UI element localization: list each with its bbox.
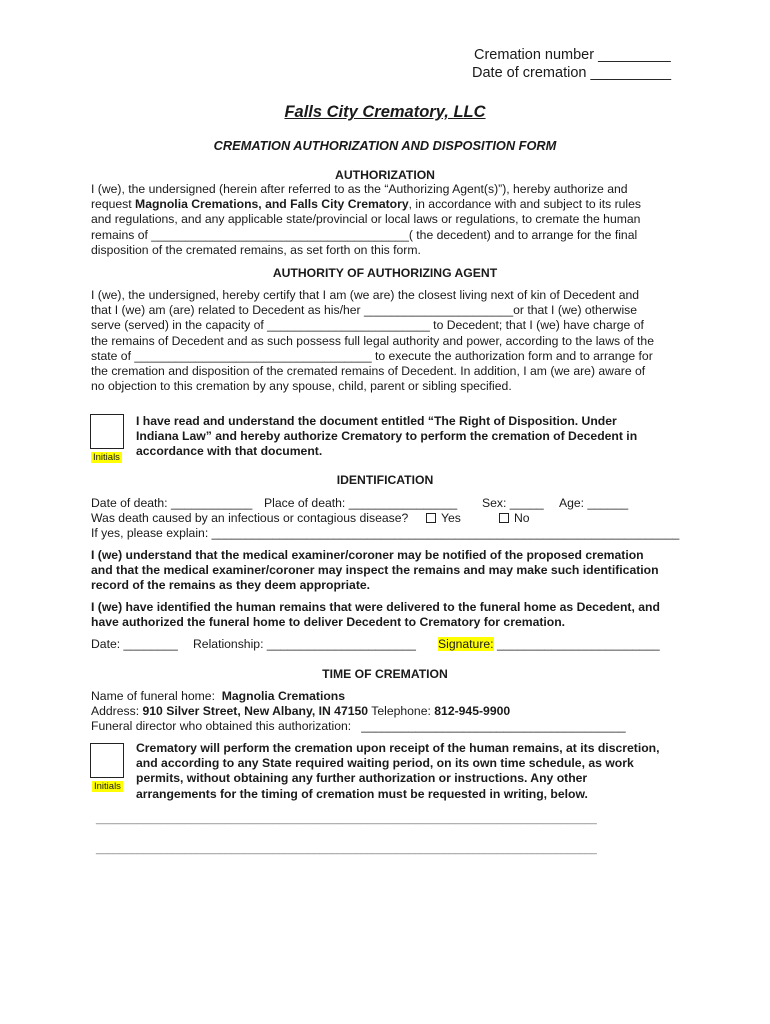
initials-box[interactable] — [90, 743, 124, 778]
date-field[interactable]: Date: ________ — [91, 637, 178, 651]
explain-field[interactable]: If yes, please explain: _____________________________________________________________________ — [91, 526, 680, 540]
authorization-heading: AUTHORIZATION — [335, 168, 435, 182]
authority-line: I (we), the undersigned, hereby certify that I am (we are) the closest living next of kin of Decedent and — [91, 288, 640, 302]
no-checkbox[interactable] — [499, 513, 509, 523]
identified-statement — [91, 600, 660, 630]
date-of-death-field[interactable]: Date of death: ____________ — [91, 496, 253, 510]
funeral-director-field[interactable]: Funeral director who obtained this authorization: _______________________________________ — [91, 719, 626, 733]
statement-line: accordance with that document. — [136, 444, 323, 459]
statement-line: and that the medical examiner/coroner may inspect the remains and may make such identification — [91, 563, 659, 578]
form-title: CREMATION AUTHORIZATION AND DISPOSITION FORM — [213, 138, 557, 153]
authority-line: the remains of Decedent and as such possess full legal authority and power, according to the laws of the — [91, 333, 654, 348]
company-title: Falls City Crematory, LLC — [284, 103, 486, 121]
statement-line: I (we) understand that the medical examiner/coroner may be notified of the proposed cremation — [91, 548, 644, 562]
decedent-name-line[interactable]: remains of ______________________________________( the decedent) and to arrange for the final — [91, 227, 638, 242]
funeral-home-line: Name of funeral home: Magnolia Cremations — [91, 689, 345, 703]
authorization-line: request Magnolia Cremations, and Falls City Crematory, in accordance with and subject to its rules — [91, 197, 642, 212]
authority-paragraph — [91, 288, 654, 394]
time-of-cremation-heading: TIME OF CREMATION — [322, 667, 448, 681]
relation-field-line[interactable]: that I (we) am (are) related to Decedent as his/her ______________________or that I (we) otherwise — [91, 303, 638, 318]
no-label: No — [514, 511, 530, 525]
initials-label: Initials — [93, 452, 120, 463]
authority-line: the cremation and disposition of the cremated remains of Decedent. In addition, I am (we are) aware of — [91, 364, 646, 379]
state-field-line[interactable]: state of ___________________________________ to execute the authorization form and to arrange for — [91, 348, 653, 363]
examiner-statement — [91, 548, 659, 594]
sex-field[interactable]: Sex: _____ — [482, 496, 544, 510]
statement-line: have authorized the funeral home to deliver Decedent to Crematory for cremation. — [91, 615, 566, 630]
writing-line[interactable]: _____________________________________________________________________________________ — [96, 843, 597, 855]
age-field[interactable]: Age: ______ — [559, 496, 629, 510]
statement-line: I have read and understand the document entitled “The Right of Disposition. Under — [136, 414, 617, 428]
place-of-death-field[interactable]: Place of death: ________________ — [264, 496, 458, 510]
statement-line: permits, without obtaining any further authorization or instructions. Any other — [136, 771, 588, 786]
yes-checkbox[interactable] — [426, 513, 436, 523]
statement-line: I (we) have identified the human remains that were delivered to the funeral home as Decedent, and — [91, 600, 660, 614]
statement-line: Crematory will perform the cremation upon receipt of the human remains, at its discretion, — [136, 741, 660, 755]
crematory-timing-statement — [136, 741, 660, 802]
infectious-question: Was death caused by an infectious or contagious disease? — [91, 511, 409, 525]
statement-line: record of the remains as they deem appropriate. — [91, 578, 371, 593]
initials-label: Initials — [94, 781, 121, 792]
date-of-cremation-field[interactable]: Date of cremation __________ — [472, 65, 672, 81]
capacity-field-line[interactable]: serve (served) in the capacity of ________________________ to Decedent; that I (we) have charge of — [91, 318, 644, 333]
statement-line: Indiana Law” and hereby authorize Crematory to perform the cremation of Decedent in — [136, 429, 638, 444]
signature-field[interactable]: Signature: ________________________ — [438, 637, 660, 651]
authorization-line: and regulations, and any applicable state/provincial or local laws or regulations, to cremate the human — [91, 212, 641, 227]
authorization-line: disposition of the cremated remains, as set forth on this form. — [91, 242, 421, 257]
statement-line: and according to any State required waiting period, on its own time schedule, as work — [136, 756, 634, 771]
yes-label: Yes — [441, 511, 461, 525]
address-line: Address: 910 Silver Street, New Albany, IN 47150 Telephone: 812-945-9900 — [91, 704, 511, 718]
authority-heading: AUTHORITY OF AUTHORIZING AGENT — [272, 266, 498, 280]
signature-label: Signature: — [438, 637, 494, 651]
authorization-paragraph — [91, 182, 641, 258]
identification-heading: IDENTIFICATION — [336, 473, 434, 487]
statement-line: arrangements for the timing of cremation must be requested in writing, below. — [136, 786, 588, 801]
initials-box[interactable] — [90, 414, 124, 449]
writing-line[interactable]: _____________________________________________________________________________________ — [96, 813, 597, 825]
right-of-disposition-statement — [136, 414, 637, 460]
relationship-field[interactable]: Relationship: ______________________ — [193, 637, 416, 651]
cremation-number-field[interactable]: Cremation number _________ — [474, 47, 671, 63]
authorization-line: I (we), the undersigned (herein after referred to as the “Authorizing Agent(s)”), hereby authorize and — [91, 182, 628, 196]
authority-line: no objection to this cremation by any spouse, child, parent or sibling specified. — [91, 379, 512, 394]
